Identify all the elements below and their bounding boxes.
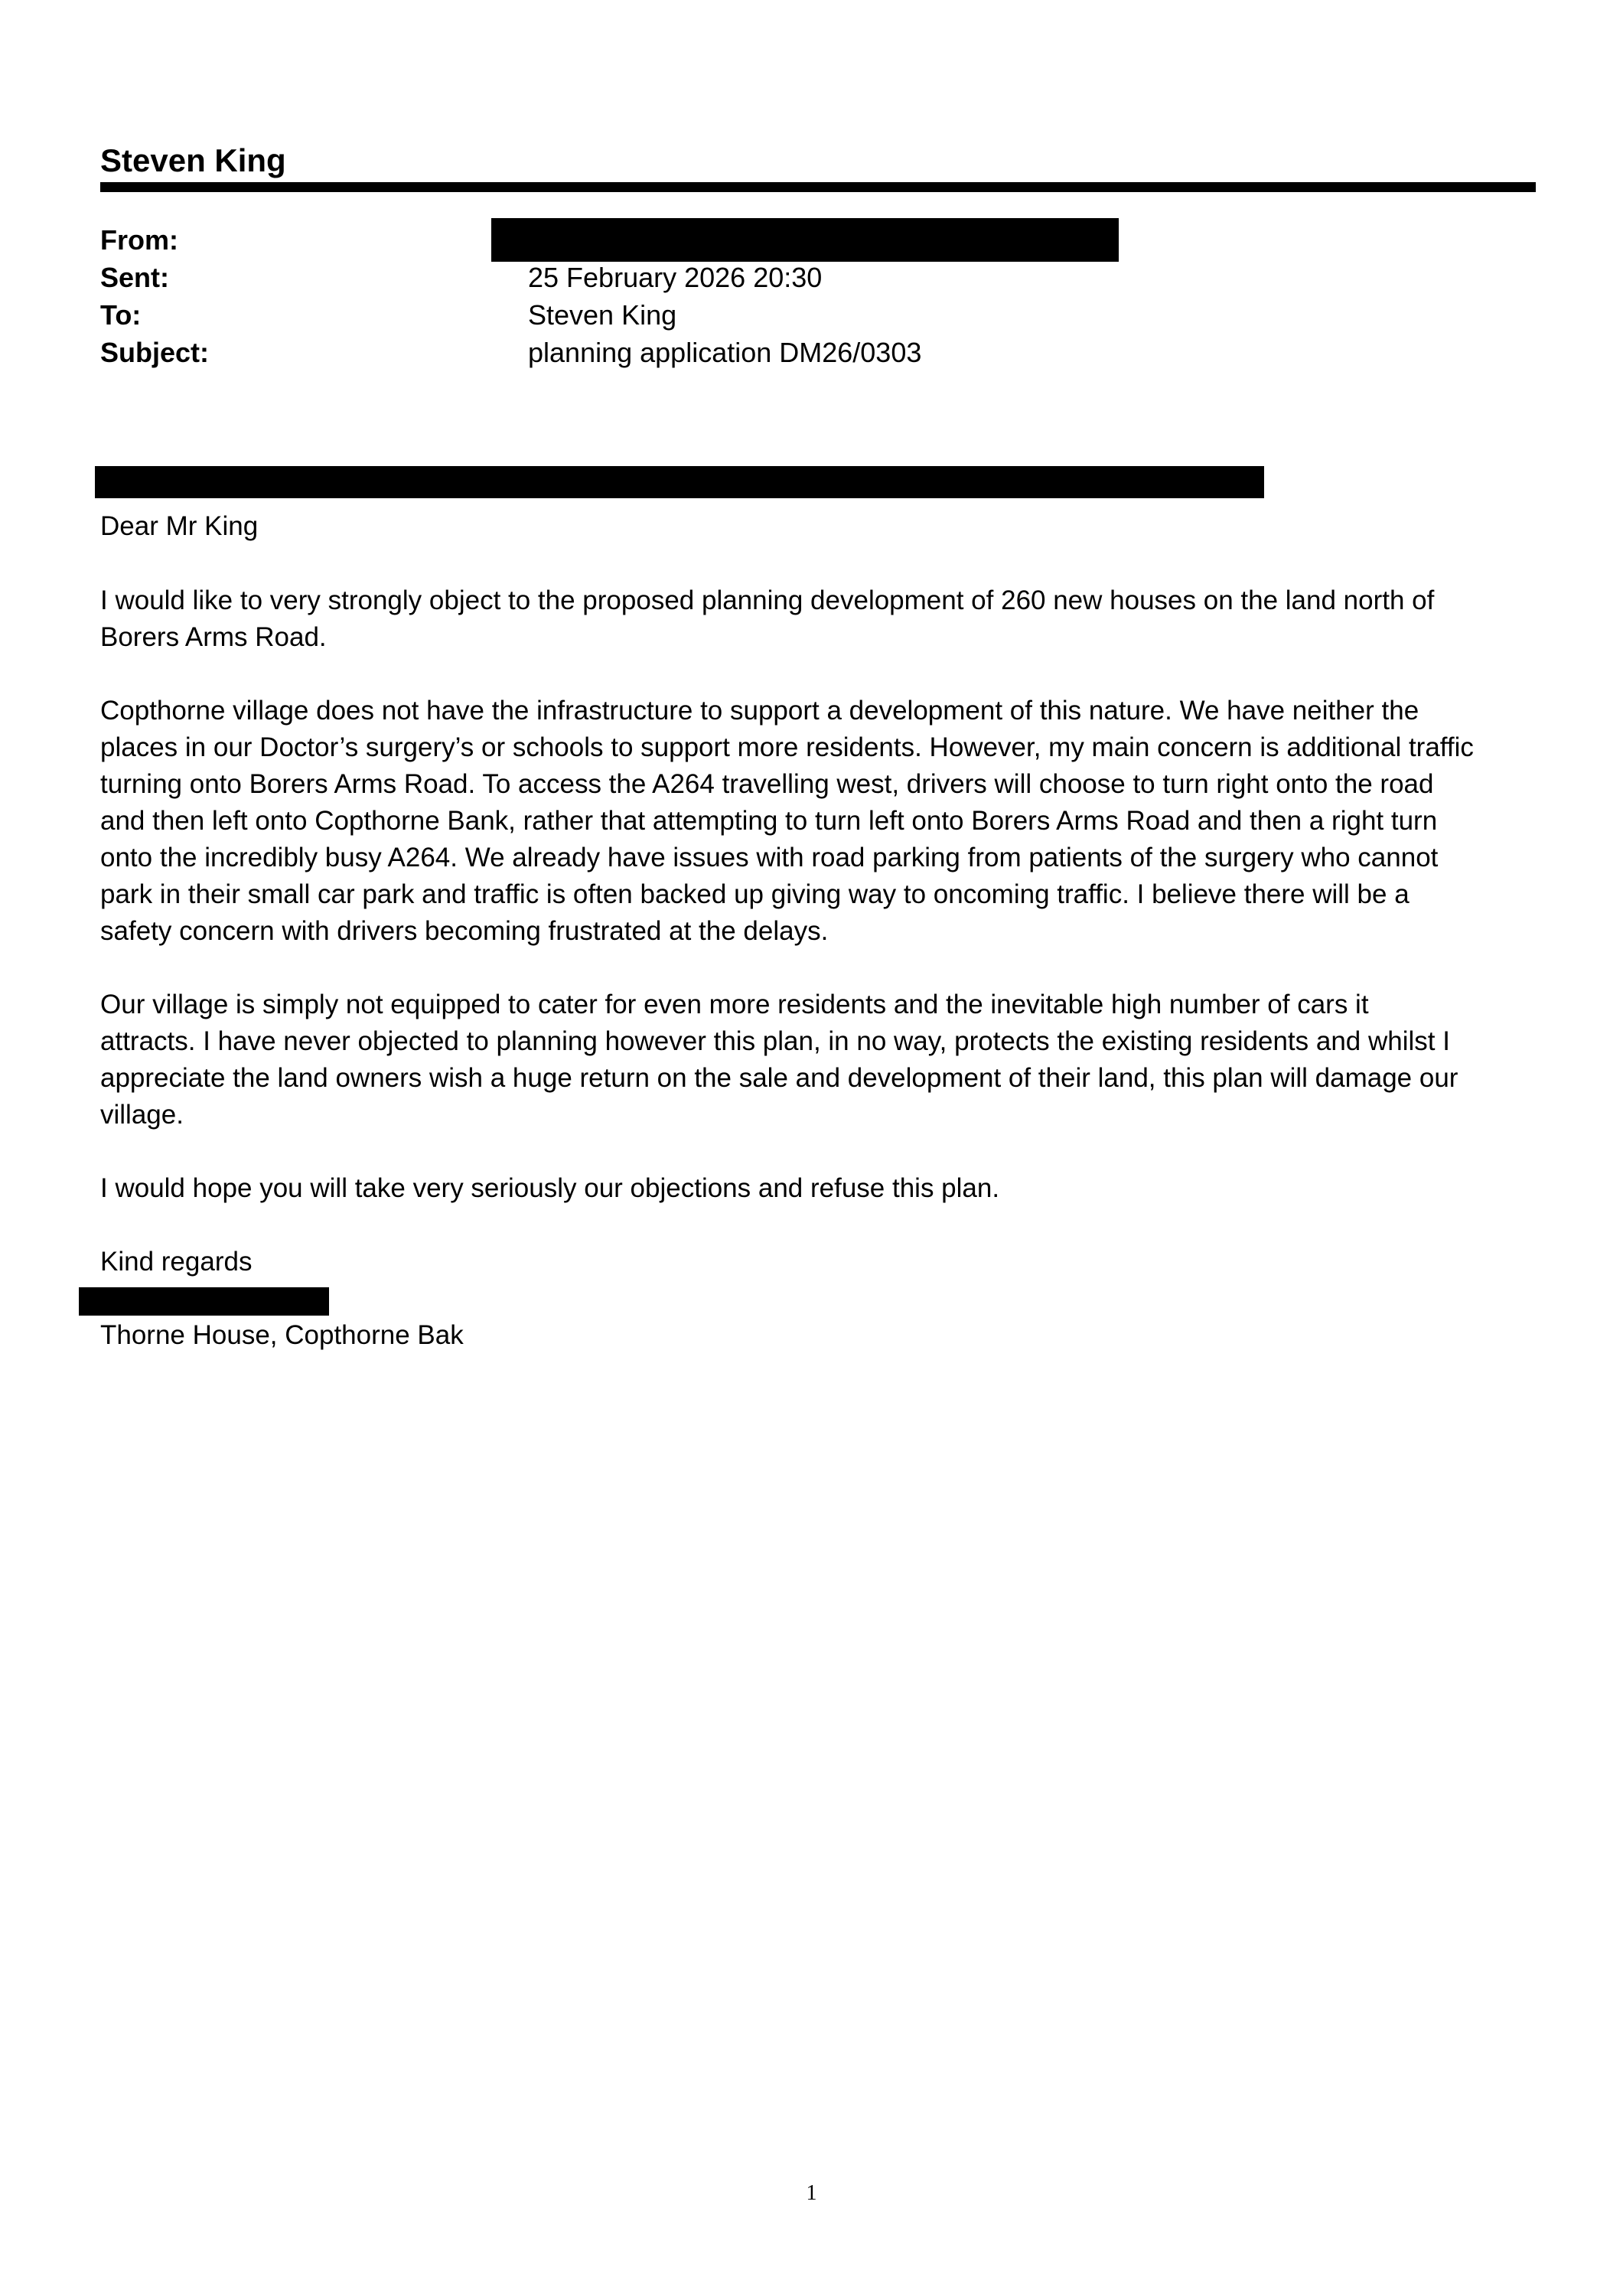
subject-label: Subject: bbox=[100, 337, 210, 368]
paragraph-line: places in our Doctor’s surgery’s or schools to support more residents. However, my main concern is additional traffic bbox=[100, 732, 1474, 762]
paragraph-line: appreciate the land owners wish a huge return on the sale and development of their land, this plan will damage our bbox=[100, 1063, 1458, 1093]
sent-label: Sent: bbox=[100, 262, 169, 293]
paragraph-line: park in their small car park and traffic is often backed up giving way to oncoming traffic. I believe there will be a bbox=[100, 879, 1410, 909]
sender-address: Thorne House, Copthorne Bak bbox=[100, 1320, 464, 1350]
paragraph-line: attracts. I have never objected to planning however this plan, in no way, protects the existing residents and whilst I bbox=[100, 1026, 1450, 1056]
to-label: To: bbox=[100, 299, 142, 331]
signature-redaction bbox=[79, 1287, 329, 1316]
header-rule bbox=[100, 182, 1536, 192]
from-label: From: bbox=[100, 224, 178, 256]
subject-value: planning application DM26/0303 bbox=[528, 337, 922, 368]
from-redaction bbox=[491, 218, 1119, 262]
page-number: 1 bbox=[806, 2181, 817, 2205]
to-value: Steven King bbox=[528, 299, 677, 331]
paragraph-infrastructure bbox=[100, 693, 1539, 950]
paragraph-line: Copthorne village does not have the infrastructure to support a development of this nature. We have neither the bbox=[100, 696, 1419, 726]
paragraph-request: I would hope you will take very seriously our objections and refuse this plan. bbox=[100, 1173, 1000, 1203]
sent-value: 25 February 2026 20:30 bbox=[528, 262, 823, 293]
greeting: Dear Mr King bbox=[100, 511, 259, 541]
paragraph-line: I would like to very strongly object to the proposed planning development of 260 new houses on the land north of bbox=[100, 585, 1435, 615]
closing: Kind regards bbox=[100, 1247, 253, 1277]
paragraph-objection bbox=[100, 582, 1539, 656]
sender-name-heading: Steven King bbox=[100, 142, 286, 178]
paragraph-line: turning onto Borers Arms Road. To access the A264 travelling west, drivers will choose to turn right onto the road bbox=[100, 769, 1434, 799]
body-top-redaction bbox=[95, 466, 1264, 498]
paragraph-line: onto the incredibly busy A264. We already have issues with road parking from patients of the surgery who cannot bbox=[100, 843, 1439, 872]
paragraph-line: safety concern with drivers becoming frustrated at the delays. bbox=[100, 916, 829, 946]
paragraph-line: village. bbox=[100, 1100, 184, 1130]
paragraph-line: Our village is simply not equipped to cater for even more residents and the inevitable high number of cars it bbox=[100, 990, 1369, 1019]
paragraph-line: and then left onto Copthorne Bank, rather that attempting to turn left onto Borers Arms Road and then a right turn bbox=[100, 806, 1438, 836]
paragraph-village bbox=[100, 987, 1539, 1133]
paragraph-line: Borers Arms Road. bbox=[100, 622, 327, 652]
